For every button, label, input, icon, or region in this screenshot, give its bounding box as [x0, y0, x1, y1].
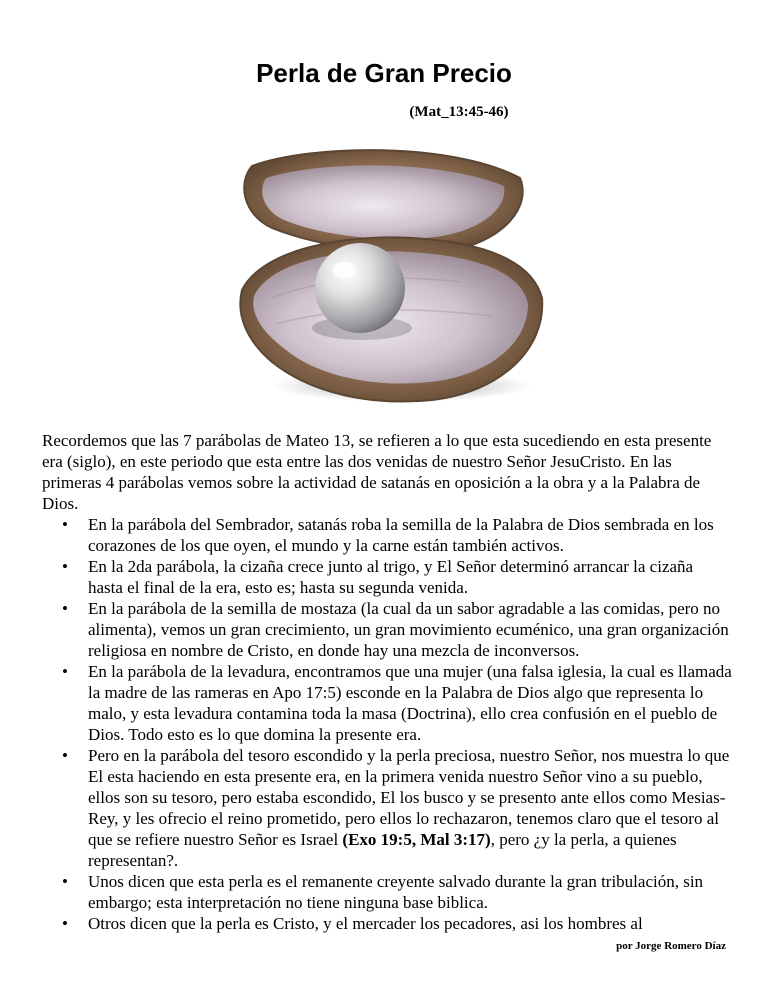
- list-item: • En la 2da parábola, la cizaña crece junto al trigo, y El Señor determinó arrancar la cizaña hasta el final de la era, esto es; hasta su segunda venida.: [88, 556, 732, 598]
- list-item-text: Pero en la parábola del tesoro escondido y la perla preciosa, nuestro Señor, nos muestra lo que El esta haciendo en esta presente era, en la primera venida nuestro Señor vino a su pueblo, ellos son su tesoro, pero estaba escondido, El los busco y se presento ante ellos como Mesias-Rey, y les ofrecio el reino prometido, pero ellos lo rechazaron, tenemos claro que el tesoro al que se refiere nuestro Señor es Israel: [88, 746, 730, 849]
- page-title: Perla de Gran Precio: [256, 58, 512, 88]
- oyster-pearl-image: [232, 148, 550, 410]
- list-item: • Otros dicen que la perla es Cristo, y el mercader los pecadores, asi los hombres al: [88, 913, 732, 934]
- author-credit: por Jorge Romero Díaz: [616, 940, 726, 952]
- oyster-illustration: [232, 148, 550, 410]
- intro-paragraph: Recordemos que las 7 parábolas de Mateo 13, se refieren a lo que esta sucediendo en esta presente era (siglo), en este periodo que esta entre las dos venidas de nuestro Señor JesuCristo. En las primeras 4 parábolas vemos sobre la actividad de satanás en oposición a la obra y a la Palabra de Dios.: [42, 431, 712, 513]
- scripture-reference: (Mat_13:45-46): [409, 104, 509, 120]
- list-item: [88, 745, 732, 871]
- list-item: • En la parábola del Sembrador, satanás roba la semilla de la Palabra de Dios sembrada en los corazones de los que oyen, el mundo y la carne están también activos.: [88, 514, 732, 556]
- article-body: [42, 430, 732, 934]
- list-item: • En la parábola de la levadura, encontramos que una mujer (una falsa iglesia, la cual es llamada la madre de las rameras en Apo 17:5) esconde en la Palabra de Dios algo que representa lo malo, y esta levadura contamina toda la masa (Doctrina), ello crea confusión en el pueblo de Dios. Todo esto es lo que domina la presente era.: [88, 661, 732, 745]
- list-item: • En la parábola de la semilla de mostaza (la cual da un sabor agradable a las comidas, pero no alimenta), vemos un gran crecimiento, un gran movimiento ecuménico, una gran organización religiosa en nombre de Cristo, en donde hay una mezcla de inconversos.: [88, 598, 732, 661]
- bible-citation: (Exo 19:5, Mal 3:17): [342, 830, 491, 849]
- list-item-text-end: , pero ¿y la perla, a quienes representan?.: [88, 830, 677, 870]
- list-item: • Unos dicen que esta perla es el remanente creyente salvado durante la gran tribulación, sin embargo; esta interpretación no tiene ninguna base biblica.: [88, 871, 732, 913]
- parable-list: [42, 514, 732, 934]
